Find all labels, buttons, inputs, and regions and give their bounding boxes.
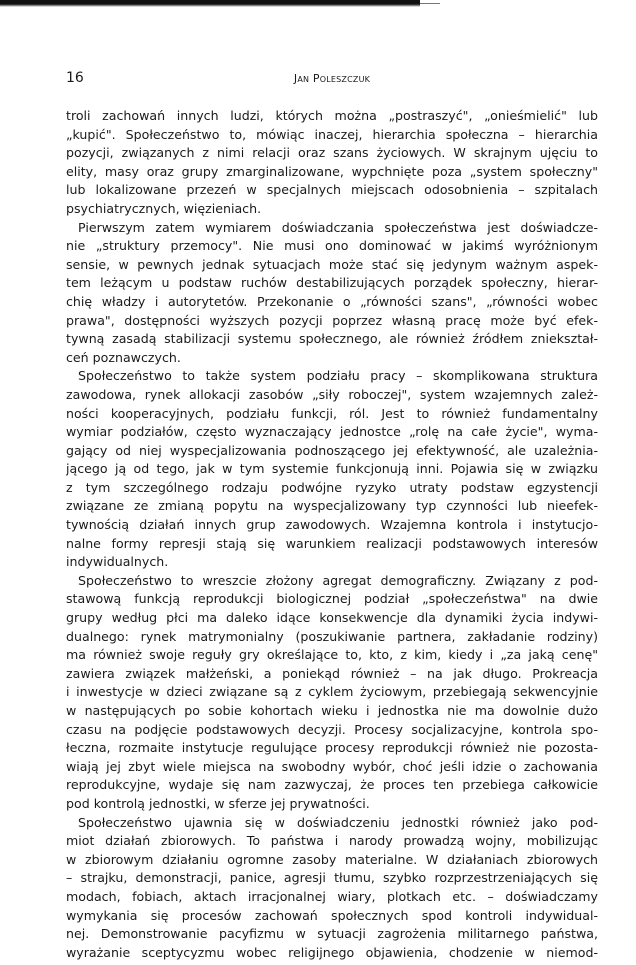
text-line: pod kontrolą jednostki, w sferze jej prywatności. [66, 795, 370, 811]
text-line: w zbiorowym działaniu ogromne zasoby materialne. W działaniach zbiorowych [66, 851, 598, 867]
text-line: związane ze zmianą popytu na wyspecjalizowany typ czynności lub nieefek- [66, 498, 598, 514]
text-line: tywną zasadą stabilizacji systemu społecznego, ale również źródłem zniekształ- [66, 331, 598, 347]
text-line: Społeczeństwo ujawnia się w doświadczeniu jednostki również jako pod- [78, 814, 598, 830]
text-line: zawodowa, rynek allokacji zasobów „siły roboczej", system wzajemnych zależ- [66, 386, 598, 402]
text-line: gający od niej wyspecjalizowania podnoszącego jej efektywność, ale uzależnia- [66, 442, 598, 458]
text-line: ma również swoje reguły gry określające to, kto, z kim, kiedy i „za jaką cenę" [66, 647, 598, 663]
text-line: wymiar podziałów, często wyznaczający jednostce „rolę na całe życie", wyma- [66, 424, 598, 440]
paragraph [66, 367, 598, 572]
text-line: ności kooperacyjnych, podziału funkcji, ról. Jest to również fundamentalny [66, 405, 598, 421]
text-line: wymykania się procesów zachowań społecznych spod kontroli indywidual- [66, 907, 598, 923]
text-line: nie „struktury przemocy". Nie musi ono dominować w jakimś wyróżnionym [66, 238, 598, 254]
text-line: ceń poznawczych. [66, 349, 181, 365]
text-line: – strajku, demonstracji, panice, agresji tłumu, szybko rozprzestrzeniających się [66, 870, 598, 886]
text-line: indywidualnych. [66, 554, 169, 570]
text-line: elity, masy oraz grupy zmarginalizowane, wypchnięte poza „system społeczny" [66, 163, 598, 179]
text-line: Społeczeństwo to także system podziału pracy – skomplikowana struktura [78, 368, 598, 384]
scan-edge-bar [0, 0, 420, 7]
text-line: nej. Demonstrowanie pacyfizmu w sytuacji zagrożenia militarnego państwa, [66, 926, 598, 942]
text-line: stawową funkcją reprodukcji biologicznej podział „społeczeństwa" na dwie [66, 591, 598, 607]
text-line: tywnością działań innych grup zawodowych. Wzajemna kontrola i instytucjo- [66, 517, 598, 533]
text-line: „kupić". Społeczeństwo to, mówiąc inaczej, hierarchia społeczna – hierarchia [66, 126, 598, 142]
text-line: Pierwszym zatem wymiarem doświadczania społeczeństwa jest doświadcze- [78, 219, 598, 235]
page-number: 16 [66, 70, 84, 86]
scan-edge-tail [420, 3, 440, 4]
text-line: łeczna, rozmaite instytucje regulujące procesy reprodukcji również nie pozosta- [66, 740, 598, 756]
text-line: troli zachowań innych ludzi, których można „postraszyć", „onieśmielić" lub [66, 108, 598, 123]
paragraph [66, 572, 598, 814]
text-line: jącego ją od tego, jak w tym systemie funkcjonują inni. Pojawia się w związku [66, 461, 598, 477]
text-line: dualnego: rynek matrymonialny (poszukiwanie partnera, zakładanie rodziny) [66, 628, 598, 644]
text-line: psychiatrycznych, więzieniach. [66, 200, 262, 216]
text-line: czasu na podjęcie podstawowych decyzji. Procesy socjalizacyjne, kontrola spo- [66, 721, 598, 737]
text-line: reprodukcyjne, wydaje się nam zazwyczaj, że proces ten przebiega całkowicie [66, 777, 598, 793]
text-line: miot działań zbiorowych. To państwa i narody prowadzą wojny, mobilizując [66, 833, 598, 849]
paragraph [66, 107, 598, 219]
paragraph [66, 219, 598, 368]
text-line: chię władzy i autorytetów. Przekonanie o „równości szans", „równości wobec [66, 293, 598, 309]
text-line: Społeczeństwo to wreszcie złożony agregat demograficzny. Związany z pod- [78, 572, 598, 588]
text-line: modach, fobiach, aktach irracjonalnej wiary, plotkach etc. – doświadczamy [66, 888, 598, 904]
running-head-author: Jan Poleszczuk [293, 72, 371, 85]
text-line: wyrażanie sceptycyzmu wobec religijnego objawienia, chodzenie w niemod- [66, 944, 598, 960]
page-header [66, 70, 598, 90]
text-line: i inwestycje w dzieci związane są z cyklem życiowym, przebiegają sekwencyjnie [66, 684, 598, 700]
text-line: tem leżącym u podstaw ruchów destabilizujących porządek społeczny, hierar- [66, 275, 598, 291]
text-line: wiają jej zbyt wiele miejsca na swobodny wybór, choć jeśli idzie o zachowania [66, 758, 598, 774]
text-line: w następujących po sobie kohortach wieku i jednostka nie ma dowolnie dużo [66, 703, 598, 718]
text-line: sensie, w pewnych jednak sytuacjach może stać się jedynym ważnym aspek- [66, 256, 598, 272]
text-line: prawa", dostępności wyższych pozycji poprzez własną pracę może być efek- [66, 312, 598, 328]
paragraph [66, 814, 598, 963]
text-line: lub lokalizowane przezeń w specjalnych miejscach odosobnienia – szpitalach [66, 182, 598, 198]
text-line: zawiera związek małżeński, a poniekąd również – na jak długo. Prokreacja [66, 665, 598, 681]
text-line: grupy według płci ma daleko idące konsekwencje dla dynamiki życia indywi- [66, 610, 598, 626]
text-line: pozycji, związanych z nimi relacji oraz szans życiowych. W skrajnym ujęciu to [66, 145, 598, 161]
text-line: z tym szczególnego rodzaju podwójne ryzyko utraty podstaw egzystencji [66, 479, 598, 495]
text-line: nalne formy represji stają się warunkiem realizacji podstawowych interesów [66, 535, 598, 551]
body-text [66, 107, 598, 962]
